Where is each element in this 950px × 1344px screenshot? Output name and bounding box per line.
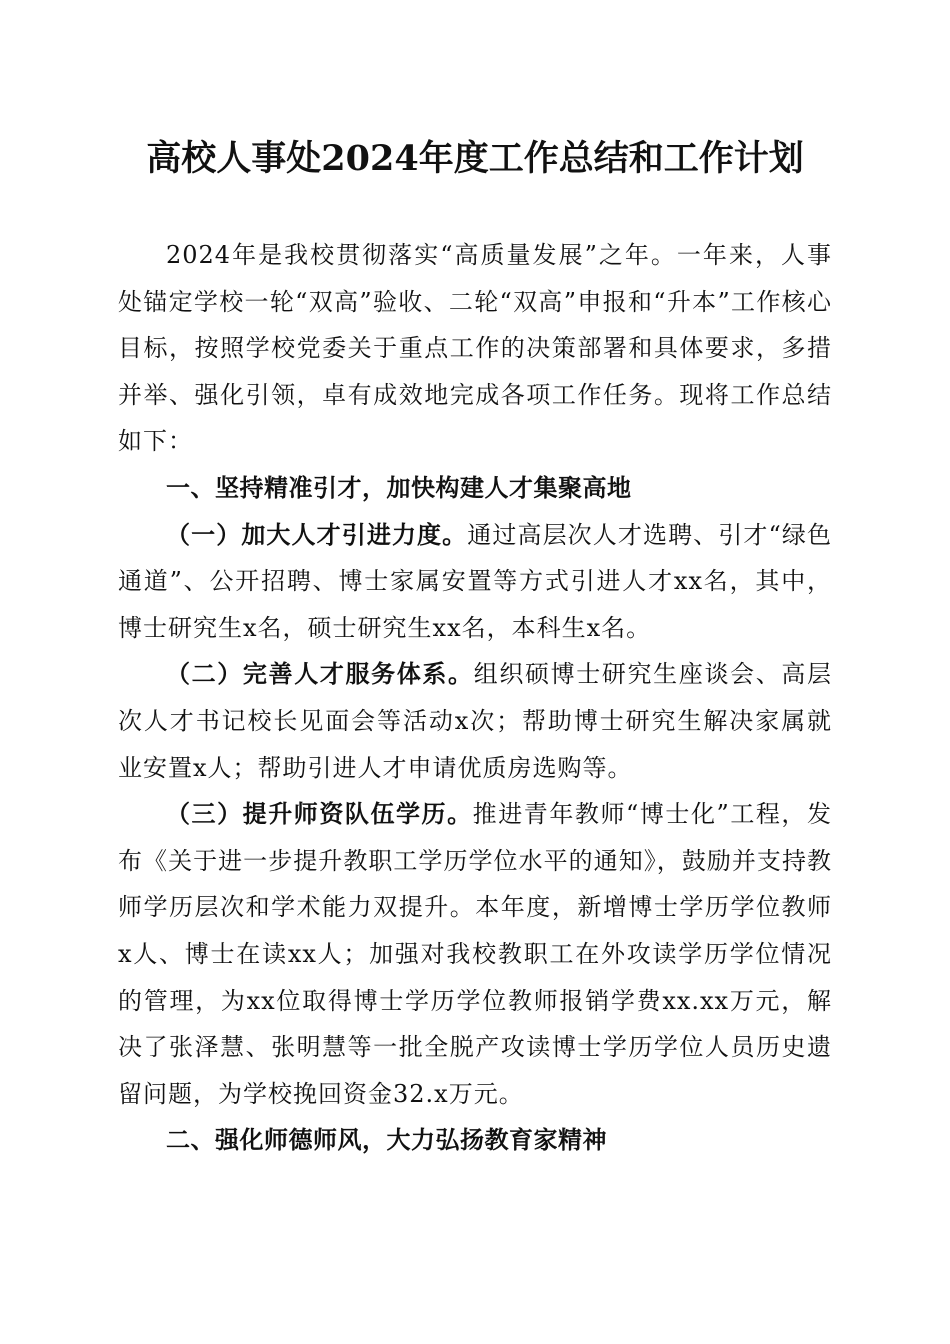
section-2-heading: 二、强化师德师风，大力弘扬教育家精神	[166, 1126, 607, 1155]
item-3-text: 推进青年教师“博士化”工程，发布《关于进一步提升教职工学历学位水平的通知》，鼓励并支持教师学历层次和学术能力双提升。本年度，新增博士学历学位教师x人、博士在读xx人；加强对我校教职工在外攻读学历学位情况的管理，为xx位取得博士学历学位教师报销学费xx.xx万元，解决了张泽慧、张明慧等一批全脱产攻读博士学历学位人员历史遗留问题，为学校挽回资金32.x万元。	[118, 800, 832, 1108]
document-body	[118, 232, 832, 1164]
intro-paragraph: 2024年是我校贯彻落实“高质量发展”之年。一年来，人事处锚定学校一轮“双高”验收、二轮“双高”申报和“升本”工作核心目标，按照学校党委关于重点工作的决策部署和具体要求，多措并举、强化引领，卓有成效地完成各项工作任务。现将工作总结如下：	[118, 241, 832, 456]
document-title: 高校人事处2024年度工作总结和工作计划	[146, 138, 804, 179]
section-1-item-3	[118, 791, 832, 1117]
section-1-item-1	[118, 512, 832, 652]
item-1-text: 通过高层次人才选聘、引才“绿色通道”、公开招聘、博士家属安置等方式引进人才xx名，其中，博士研究生x名，硕士研究生xx名，本科生x名。	[118, 520, 832, 642]
item-2-text: 组织硕博士研究生座谈会、高层次人才书记校长见面会等活动x次；帮助博士研究生解决家属就业安置x人；帮助引进人才申请优质房选购等。	[118, 660, 833, 782]
section-1-item-2	[118, 651, 832, 791]
item-3-lead: （三）提升师资队伍学历。	[166, 799, 473, 829]
section-1-heading: 一、坚持精准引才，加快构建人才集聚高地	[166, 473, 632, 502]
item-2-lead: （二）完善人才服务体系。	[166, 659, 474, 689]
item-1-lead: （一）加大人才引进力度。	[166, 519, 468, 549]
